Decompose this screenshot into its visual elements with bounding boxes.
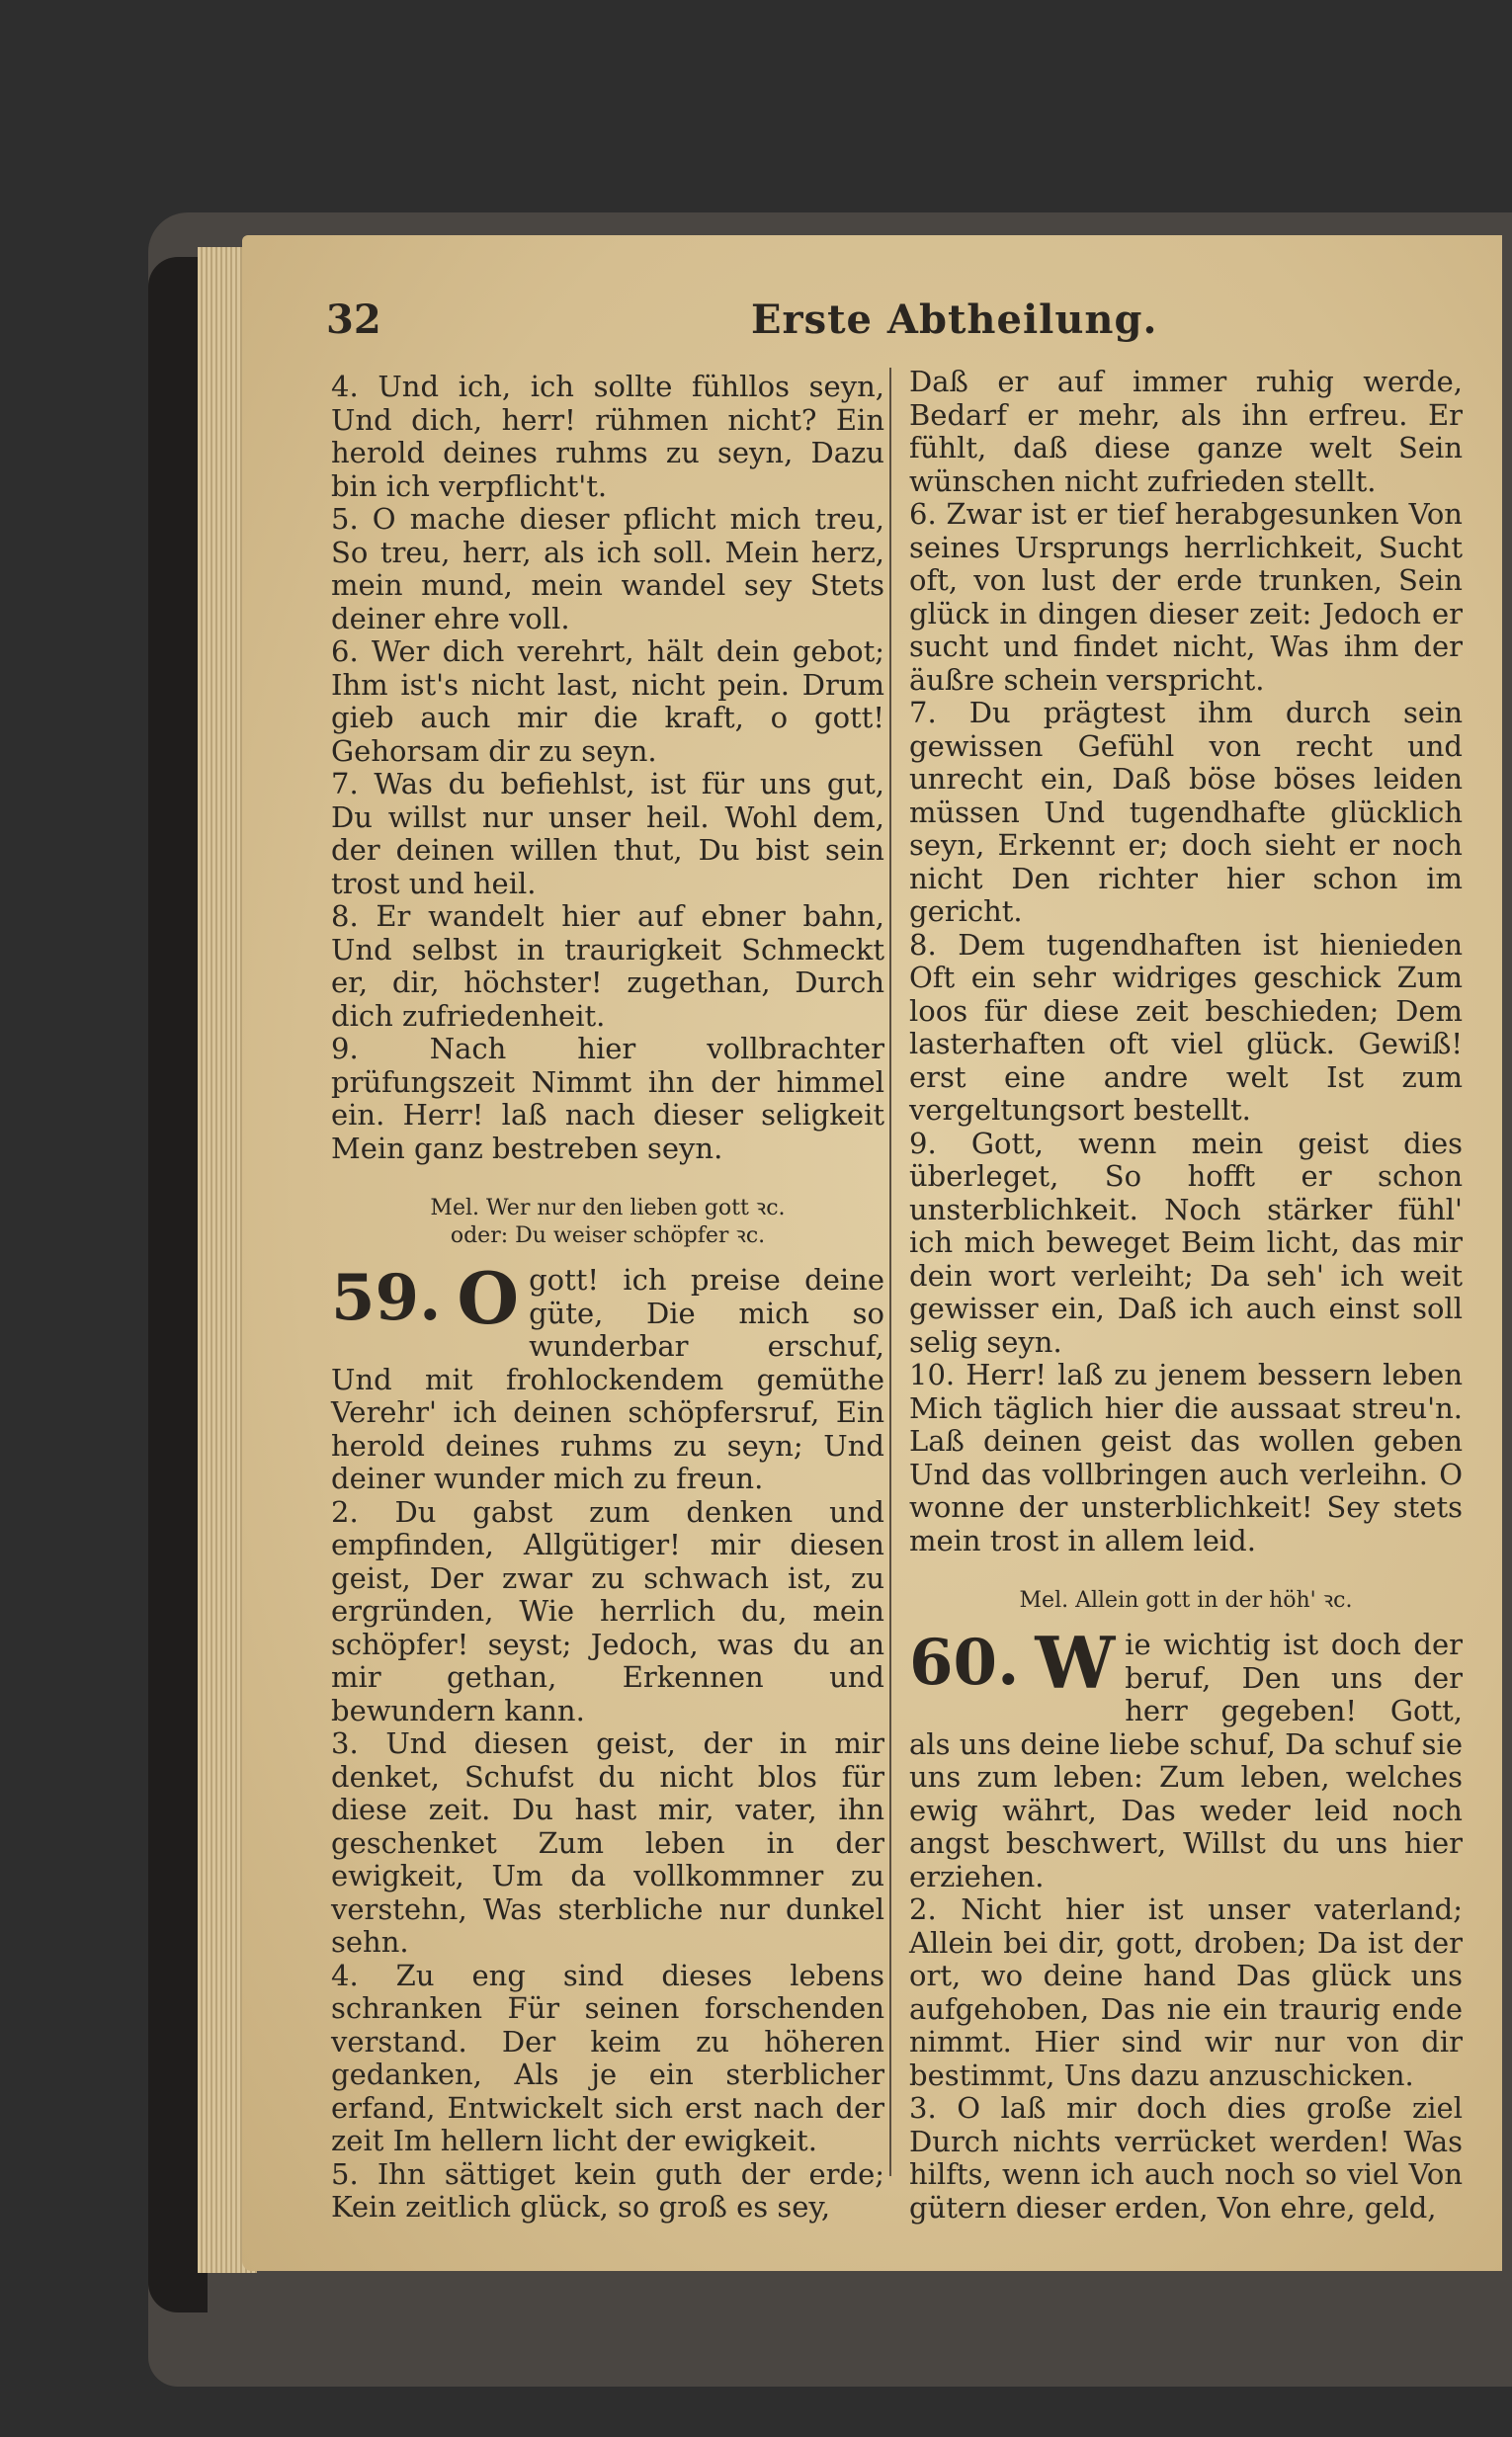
- verse: 7. Was du befiehlst, ist für uns gut, Du willst nur unser heil. Wohl dem, der deinen willen thut, Du bist sein trost und heil.: [331, 767, 884, 900]
- melody-note: [331, 1195, 884, 1250]
- right-column: [909, 366, 1463, 2225]
- verse: 9. Nach hier vollbrachter prüfungszeit Nimmt ihn der himmel ein. Herr! laß nach dieser seligkeit Mein ganz bestreben seyn.: [331, 1032, 884, 1165]
- melody-note: [909, 1587, 1463, 1615]
- verse-text: gott! ich preise deine güte, Die mich so wunderbar erschuf, Und mit frohlockendem gemüthe Verehr' ich deinen schöpfersruf, Ein herold deines ruhms zu seyn; Und deiner wunder mich zu freun.: [331, 1263, 884, 1495]
- verse: 8. Dem tugendhaften ist hienieden Oft ein sehr widriges geschick Zum loos für diese zeit beschieden; Dem lasterhaften oft viel glück. Gewiß! erst eine andre welt Ist zum vergeltungsort bestellt.: [909, 927, 1463, 1127]
- page-header: [326, 296, 1472, 356]
- verse-text: ie wichtig ist doch der beruf, Den uns der herr gegeben! Gott, als uns deine liebe schuf, Da schuf sie uns zum leben: Zum leben, welches ewig währt, Das weder leid noch angst beschwert, Willst du uns hier erziehen.: [909, 1628, 1463, 1893]
- verse: 4. Und ich, ich sollte fühllos seyn, Und dich, herr! rühmen nicht? Ein herold deines ruhms zu seyn, Dazu bin ich verpflicht't.: [331, 370, 884, 503]
- melody-line: oder: Du weiser schöpfer ꝛc.: [450, 1223, 766, 1248]
- verse: 8. Er wandelt hier auf ebner bahn, Und selbst in traurigkeit Schmeckt er, dir, höchster! zugethan, Durch dich zufriedenheit.: [331, 899, 884, 1033]
- drop-initial: W: [1035, 1621, 1116, 1705]
- verse: 5. O mache dieser pflicht mich treu, So treu, herr, als ich soll. Mein herz, mein mund, mein wandel sey Stets deiner ehre voll.: [331, 502, 884, 635]
- drop-initial: O: [457, 1256, 520, 1340]
- verse: 4. Zu eng sind dieses lebens schranken Für seinen forschenden verstand. Der keim zu höheren gedanken, Als je ein sterblicher erfand, Entwickelt sich erst nach der zeit Im hellern licht der ewigkeit.: [331, 1958, 884, 2157]
- verse: 3. Und diesen geist, der in mir denket, Schufst du nicht blos für diese zeit. Du hast mir, vater, ihn geschenket Zum leben in der ewigkeit, Um da vollkommner zu verstehn, Was sterbliche nur dunkel sehn.: [331, 1726, 884, 1959]
- verse: 9. Gott, wenn mein geist dies überleget, So hofft er schon unsterblichkeit. Noch stärker fühl' ich mich beweget Beim licht, das mir dein wort verleiht; Da seh' ich weit gewisser ein, Daß ich auch einst soll selig seyn.: [909, 1126, 1463, 1359]
- verse: 6. Wer dich verehrt, hält dein gebot; Ihm ist's nicht last, nicht pein. Drum gieb auch mir die kraft, o gott! Gehorsam dir zu seyn.: [331, 634, 884, 768]
- melody-line: Mel. Allein gott in der höh' ꝛc.: [1019, 1588, 1353, 1613]
- hymn-60-first-verse: [909, 1621, 1463, 1893]
- hymn-59-first-verse: [331, 1256, 884, 1496]
- melody-line: Mel. Wer nur den lieben gott ꝛc.: [430, 1196, 786, 1220]
- verse: 5. Ihn sättiget kein guth der erde; Kein zeitlich glück, so groß es sey,: [331, 2156, 884, 2224]
- verse: 2. Nicht hier ist unser vaterland; Allein bei dir, gott, droben; Da ist der ort, wo deine hand Das glück uns aufgehoben, Das nie ein traurig ende nimmt. Hier sind wir nur von dir bestimmt, Uns dazu anzuschicken.: [909, 1892, 1463, 2092]
- verse: Daß er auf immer ruhig werde, Bedarf er mehr, als ihn erfreu. Er fühlt, daß diese ganze welt Sein wünschen nicht zufrieden stellt.: [909, 365, 1463, 498]
- hymn-number: 60.: [909, 1626, 1020, 1700]
- column-divider: [889, 368, 891, 2176]
- running-title: Erste Abtheilung.: [751, 296, 1158, 343]
- verse: 7. Du prägtest ihm durch sein gewissen Gefühl von recht und unrecht ein, Daß böse böses leiden müssen Und tugendhafte glücklich seyn, Erkennt er; doch sieht er noch nicht Den richter hier schon im gericht.: [909, 696, 1463, 928]
- left-column: [331, 371, 884, 2225]
- hymn-number: 59.: [331, 1261, 442, 1335]
- verse: 2. Du gabst zum denken und empfinden, Allgütiger! mir diesen geist, Der zwar zu schwach ist, zu ergründen, Wie herrlich du, mein schöpfer! seyst; Jedoch, was du an mir gethan, Erkennen und bewundern kann.: [331, 1494, 884, 1727]
- verse: 6. Zwar ist er tief herabgesunken Von seines Ursprungs herrlichkeit, Sucht oft, von lust der erde trunken, Sein glück in dingen dieser zeit: Jedoch er sucht und findet nicht, Was ihm der äußre schein verspricht.: [909, 497, 1463, 697]
- page-number: 32: [326, 296, 381, 343]
- verse: 3. O laß mir doch dies große ziel Durch nichts verrücket werden! Was hilfts, wenn ich auch noch so viel Von gütern dieser erden, Von ehre, geld,: [909, 2091, 1463, 2225]
- verse: 10. Herr! laß zu jenem bessern leben Mich täglich hier die aussaat streu'n. Laß deinen geist das wollen geben Und das vollbringen auch verleihn. O wonne der unsterblichkeit! Sey stets mein trost in allem leid.: [909, 1358, 1463, 1557]
